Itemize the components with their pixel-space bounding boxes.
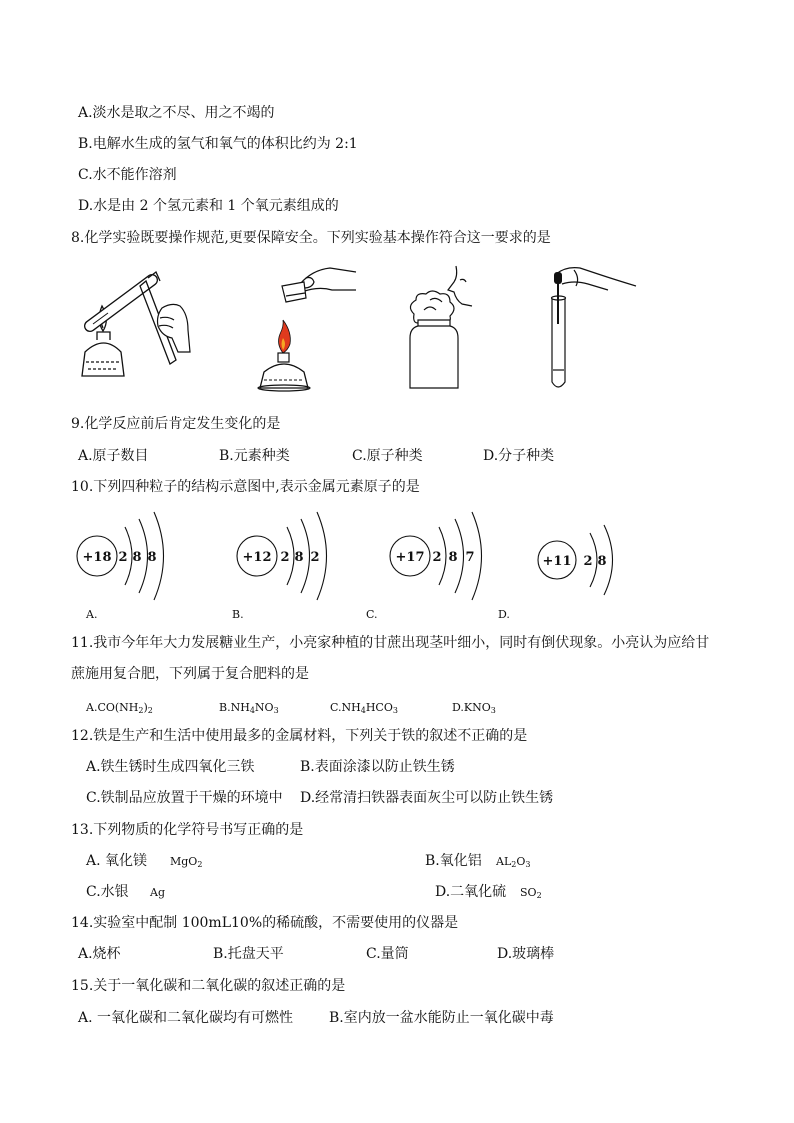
q11-option-b: $B.NH_4NO_3$ bbox=[219, 701, 279, 715]
q10-stem: 10.下列四种粒子的结构示意图中,表示金属元素原子的是 bbox=[71, 479, 420, 495]
q12-option-d: D.经常清扫铁器表面灰尘可以防止铁生锈 bbox=[300, 790, 554, 806]
atom-b-electrons-2: 8 bbox=[294, 550, 304, 565]
q11-option-c: $C.NH_4HCO_3$ bbox=[330, 701, 398, 715]
q10-label-d: D. bbox=[498, 608, 510, 621]
q13-option-a-name: A. 氧化镁 bbox=[86, 853, 148, 869]
gas-jar bbox=[410, 326, 458, 388]
atom-a-charge: +18 bbox=[82, 550, 112, 565]
q9-option-d: D.分子种类 bbox=[483, 448, 555, 464]
q12-option-c: C.铁制品应放置于干燥的环境中 bbox=[86, 790, 283, 806]
q11-stem-line-1: 11.我市今年年大力发展糖业生产，小亮家种植的甘蔗出现茎叶细小，同时有倒伏现象。小亮认为应给甘 bbox=[71, 635, 710, 651]
q13-option-d-name: D.二氧化硫 bbox=[435, 884, 507, 900]
q9-option-b: B.元素种类 bbox=[219, 448, 290, 464]
lamp-flame bbox=[279, 320, 291, 353]
atom-c-electrons-3: 7 bbox=[465, 550, 475, 565]
q11-option-a: $A.CO(NH_2)_2$ bbox=[86, 701, 153, 715]
q11-option-d: $D.KNO_3$ bbox=[452, 701, 496, 715]
q15-option-a: A. 一氧化碳和二氧化碳均有可燃性 bbox=[78, 1010, 294, 1026]
alcohol-lamp-body bbox=[82, 343, 124, 376]
q12-stem: 12.铁是生产和生活中使用最多的金属材料，下列关于铁的叙述不正确的是 bbox=[71, 728, 528, 744]
q13-option-c-name: C.水银 bbox=[86, 884, 129, 900]
atom-structure-diagrams bbox=[70, 504, 630, 604]
q14-option-c: C.量筒 bbox=[366, 946, 409, 962]
atom-b-electrons-3: 2 bbox=[310, 550, 320, 565]
atom-c-electrons-2: 8 bbox=[448, 550, 458, 565]
inverted-lamp bbox=[282, 282, 306, 302]
atom-d-electrons-2: 8 bbox=[597, 554, 607, 569]
atom-c-electrons-1: 2 bbox=[432, 550, 442, 565]
q8-stem: 8.化学实验既要操作规范,更要保障安全。下列实验基本操作符合这一要求的是 bbox=[71, 230, 551, 246]
hand bbox=[556, 268, 636, 286]
q9-stem: 9.化学反应前后肯定发生变化的是 bbox=[71, 416, 281, 432]
q7-option-c: C.水不能作溶剂 bbox=[78, 167, 177, 183]
atom-d-charge: +11 bbox=[542, 554, 572, 569]
q13-option-b-formula: $AL_2O_3$ bbox=[496, 855, 531, 869]
q13-option-d-formula: $SO_2$ bbox=[520, 886, 542, 900]
q14-option-d: D.玻璃棒 bbox=[497, 946, 555, 962]
atom-c-charge: +17 bbox=[395, 550, 425, 565]
hand bbox=[300, 268, 356, 292]
q15-stem: 15.关于一氧化碳和二氧化碳的叙述正确的是 bbox=[71, 978, 346, 994]
atom-a-electrons-2: 8 bbox=[132, 550, 142, 565]
atom-b-electrons-1: 2 bbox=[280, 550, 290, 565]
burning-lamp bbox=[258, 320, 310, 391]
atom-d-electrons-1: 2 bbox=[583, 554, 593, 569]
alcohol-lamp-neck bbox=[97, 332, 110, 340]
q13-option-c-formula: Ag bbox=[150, 886, 165, 899]
q12-option-b: B.表面涂漆以防止铁生锈 bbox=[300, 759, 455, 775]
q10-label-a: A. bbox=[86, 608, 98, 621]
q9-option-c: C.原子种类 bbox=[352, 448, 423, 464]
q9-option-a: A.原子数目 bbox=[78, 448, 149, 464]
q15-option-b: B.室内放一盆水能防止一氧化碳中毒 bbox=[329, 1010, 554, 1026]
q7-option-d: D.水是由 2 个氢元素和 1 个氧元素组成的 bbox=[78, 198, 339, 214]
jar-neck bbox=[418, 320, 450, 326]
q7-option-a: A.淡水是取之不尽、用之不竭的 bbox=[78, 105, 275, 121]
q13-option-a-formula: MgO$_2$ bbox=[170, 855, 203, 869]
q11-stem-line-2: 蔗施用复合肥，下列属于复合肥料的是 bbox=[71, 666, 309, 682]
atom-a-electrons-3: 8 bbox=[147, 550, 157, 565]
q10-label-b: B. bbox=[232, 608, 244, 621]
q10-label-c: C. bbox=[366, 608, 378, 621]
q13-option-b-name: B.氧化铝 bbox=[425, 853, 482, 869]
q7-option-b: B.电解水生成的氢气和氧气的体积比约为 2:1 bbox=[78, 136, 358, 152]
figure-lighting-alcohol-lamp bbox=[250, 262, 360, 394]
figure-heating-test-tube bbox=[70, 262, 195, 387]
figure-smelling-gas bbox=[402, 262, 482, 392]
q12-option-a: A.铁生锈时生成四氧化三铁 bbox=[86, 759, 255, 775]
q14-option-a: A.烧杯 bbox=[78, 946, 121, 962]
q13-stem: 13.下列物质的化学符号书写正确的是 bbox=[71, 822, 304, 838]
atom-a-electrons-1: 2 bbox=[118, 550, 128, 565]
figure-dropping-liquid bbox=[540, 262, 644, 392]
q14-option-b: B.托盘天平 bbox=[213, 946, 284, 962]
q14-stem: 14.实验室中配制 100mL10%的稀硫酸，不需要使用的仪器是 bbox=[71, 915, 459, 931]
atom-b-charge: +12 bbox=[242, 550, 272, 565]
face-profile bbox=[448, 266, 472, 306]
test-tube bbox=[90, 280, 152, 326]
